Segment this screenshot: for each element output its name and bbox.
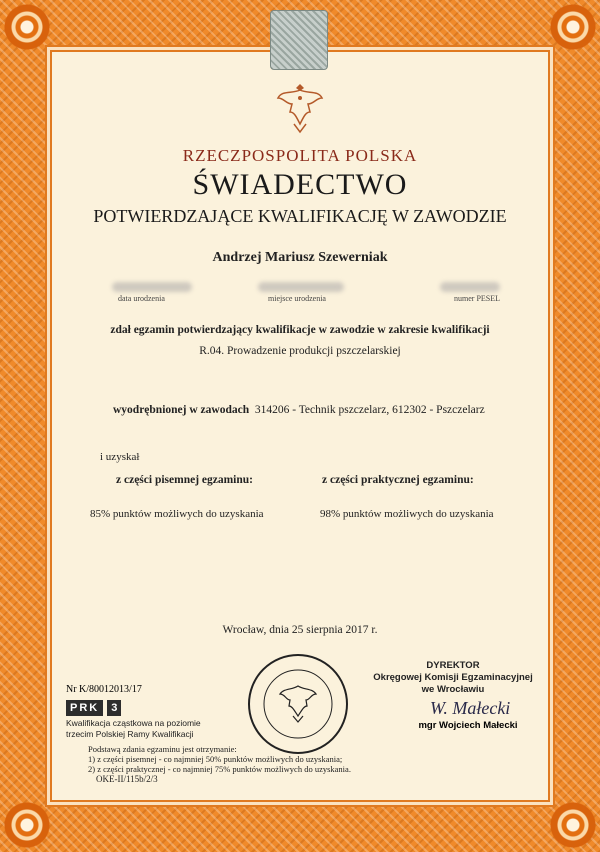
basis-item-1: 1) z części pisemnej - co najmniej 50% punktów możliwych do uzyskania; [88,754,343,764]
corner-ornament-bottom-right [550,802,596,848]
exam-statement: zdał egzamin potwierdzający kwalifikacje w zawodzie w zakresie kwalifikacji [110,324,490,336]
prk-badge [66,700,121,716]
form-code: OKE-II/115b/2/3 [96,774,158,784]
passing-criteria [88,744,351,774]
country-title: RZECZPOSPOLITA POLSKA [182,146,418,165]
director-name: mgr Wojciech Małecki [418,720,518,731]
obtained-text: i uzyskał [100,451,140,463]
redacted-birth-date [112,282,192,292]
basis-item-2: 2) z części praktycznej - co najmniej 75% punktów możliwych do uzyskania. [88,764,351,774]
qualification-name: R.04. Prowadzenie produkcji pszczelarskiej [199,345,401,357]
corner-ornament-top-right [550,4,596,50]
written-part-label: z części pisemnej egzaminu: [116,474,254,486]
place-and-date: Wrocław, dnia 25 sierpnia 2017 r. [222,624,378,636]
redacted-birth-place [258,282,344,292]
corner-ornament-bottom-left [4,802,50,848]
prk-label: PRK [66,700,103,716]
eagle-emblem-icon [276,78,324,136]
document-subtitle: POTWIERDZAJĄCE KWALIFIKACJĘ W ZAWODZIE [93,206,507,226]
hologram-stamp [270,10,328,70]
director-title: DYREKTOR [426,660,480,671]
written-result: 85% punktów możliwych do uzyskania [90,508,264,520]
director-block [358,660,548,696]
professions-label: wyodrębnionej w zawodach [113,404,250,416]
practical-part-label: z części praktycznej egzaminu: [322,474,474,486]
director-org-line2: we Wrocławiu [421,684,485,695]
prk-desc-line2: trzecim Polskiej Ramy Kwalifikacji [66,729,194,739]
corner-ornament-top-left [4,4,50,50]
pesel-label: numer PESEL [454,294,500,303]
professions-value: 314206 - Technik pszczelarz, 612302 - Pszczelarz [254,404,485,416]
holder-name: Andrzej Mariusz Szewerniak [212,250,388,265]
redacted-pesel [440,282,500,292]
prk-level: 3 [107,700,121,716]
official-seal [246,652,350,756]
prk-desc-line1: Kwalifikacja cząstkowa na poziomie [66,718,201,728]
professions-line [113,404,485,416]
prk-description [66,718,201,740]
certificate-number: Nr K/80012013/17 [66,684,142,695]
director-org-line1: Okręgowej Komisji Egzaminacyjnej [373,672,533,683]
document-title: ŚWIADECTWO [192,168,408,201]
signature-text: W. Małecki [430,698,511,718]
birth-date-label: data urodzenia [118,294,165,303]
director-signature [420,697,540,719]
practical-result: 98% punktów możliwych do uzyskania [320,508,494,520]
birth-place-label: miejsce urodzenia [268,294,326,303]
basis-title: Podstawą zdania egzaminu jest otrzymanie: [88,744,237,754]
